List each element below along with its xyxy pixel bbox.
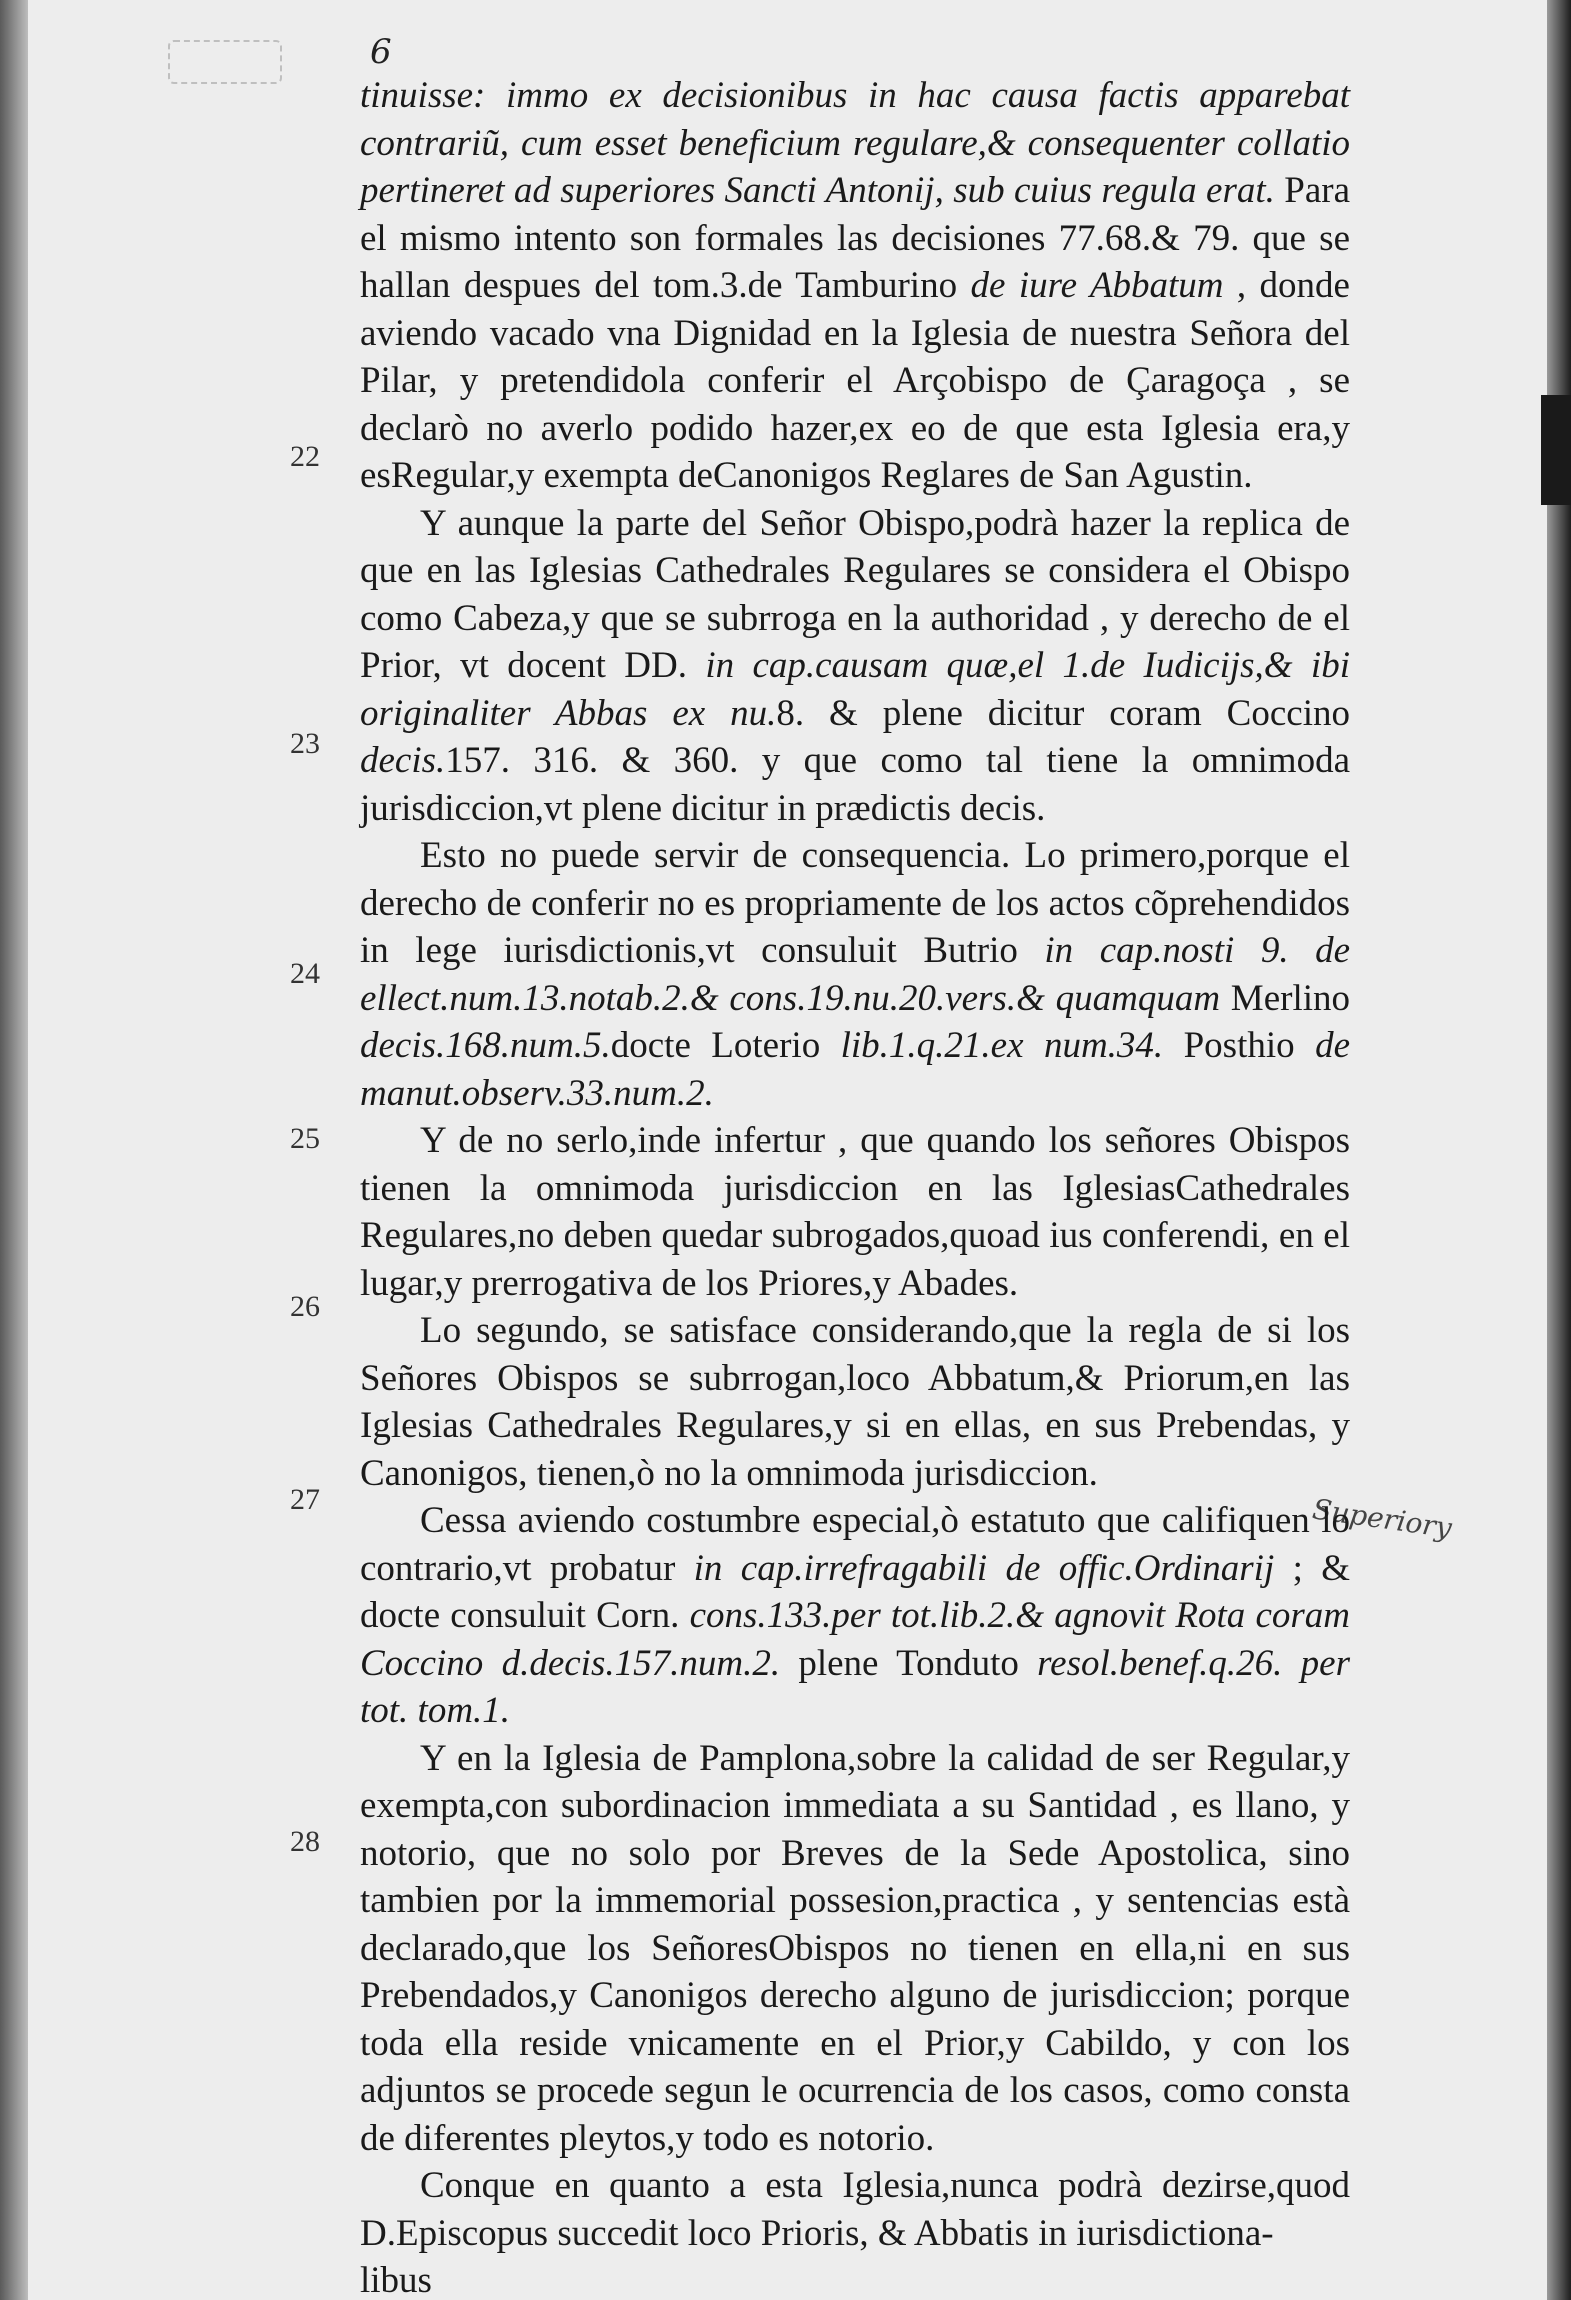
paragraph — [360, 2162, 1350, 2257]
text-run: Posthio — [1163, 1025, 1316, 1066]
latin-citation: de manut.observ.33.num.2. — [360, 1025, 1350, 1114]
paragraph — [360, 1497, 1350, 1735]
text-run: Para el mismo intento son formales las decisiones 77.68.& 79. que se hallan despues del tom.3.de Tamburino — [360, 170, 1350, 306]
paragraph — [360, 1117, 1350, 1307]
text-run: Conque en quanto a esta Iglesia,nunca podrà dezirse,quod D.Episcopus succedit loco Prioris, & Abbatis in iurisdictiona- — [360, 2165, 1350, 2254]
text-run: 8. & plene dicitur coram Coccino — [776, 692, 1350, 734]
latin-citation: lib.1.q.21.ex num.34. — [840, 1025, 1164, 1066]
text-run: , donde aviendo vacado vna Dignidad en la Iglesia de nuestra Señora del Pilar, y pretendidola conferir el Arçobispo de Çaragoça , se declarò no averlo podido hazer,ex eo de que esta Iglesia era,y esRegular,y exempta deCanonigos Reglares de San Agustin. — [360, 265, 1350, 496]
body-text — [360, 72, 1350, 2300]
latin-citation: decis.168.num.5. — [360, 1025, 611, 1066]
paragraph-number: 22 — [290, 440, 320, 473]
paragraph — [360, 832, 1350, 1117]
text-run: Merlino — [1220, 977, 1351, 1019]
text-run: Y de no serlo,inde infertur , que quando los señores Obispos tienen la omnimoda jurisdiccion en las IglesiasCathedrales Regulares,no deben quedar subrogados,quoad ius conferendi, en el lugar,y prerrogativa de los Priores,y Abades. — [360, 1120, 1350, 1304]
page-edge-tab — [1541, 395, 1571, 505]
text-run: Esto no puede servir de consequencia. Lo primero,porque el derecho de conferir no es propriamente de los actos cõprehendidos in lege iurisdictionis,vt consuluit Butrio — [360, 835, 1350, 971]
paragraph-number: 27 — [290, 1483, 320, 1516]
handwritten-margin-note: Superiory — [1310, 1492, 1454, 1545]
text-run: Cessa aviendo costumbre especial,ò estatuto que califiquen lo contrario,vt probatur — [360, 1500, 1350, 1589]
paragraph-number: 26 — [290, 1290, 320, 1323]
text-run: plene Tonduto — [780, 1642, 1038, 1684]
text-run: ; & docte consuluit Corn. — [360, 1547, 1351, 1636]
catchword: libus — [360, 2260, 432, 2300]
latin-citation: resol.benef.q.26. per tot. tom.1. — [360, 1642, 1351, 1731]
paragraph-number: 25 — [290, 1122, 320, 1155]
page-edge — [1547, 0, 1571, 2300]
text-run: Y aunque la parte del Señor Obispo,podrà hazer la replica de que en las Iglesias Cathedrales Regulares se considera el Obispo como Cabeza,y que se subrroga en la authoridad , y derecho de el Prior, vt docent DD. — [360, 502, 1350, 686]
latin-citation: cons.133.per tot.lib.2.& agnovit Rota coram Coccino d.decis.157.num.2. — [360, 1595, 1350, 1684]
latin-citation: decis. — [360, 740, 446, 781]
text-run: Y en la Iglesia de Pamplona,sobre la calidad de ser Regular,y exempta,con subordinacion immediata a su Santidad , es llano, y notorio, que no solo por Breves de la Sede Apostolica, sino tambien por la immemorial possesion,practica , y sentencias està declarado,que los SeñoresObispos no tienen en ella,ni en sus Prebendados,y Canonigos derecho alguno de jurisdiccion; porque toda ella reside vnicamente en el Prior,y Cabildo, y con los adjuntos se procede segun le ocurrencia de los casos, como consta de diferentes pleytos,y todo es notorio. — [360, 1737, 1350, 2159]
text-run: 157. 316. & 360. y que como tal tiene la omnimoda jurisdiccion,vt plene dicitur in prædictis decis. — [360, 740, 1350, 829]
paragraph — [360, 1307, 1350, 1497]
paragraph-number: 23 — [290, 727, 320, 760]
latin-citation: tinuisse: immo ex decisionibus in hac causa factis apparebat contrariũ, cum esset beneficium regulare,& consequenter collatio pertineret ad superiores Sancti Antonij, sub cuius regula erat. — [360, 75, 1350, 211]
text-run: docte Loterio — [610, 1025, 841, 1066]
latin-citation: in cap.irrefragabili de offic.Ordinarij — [693, 1547, 1275, 1589]
text-run: Lo segundo, se satisface considerando,que la regla de si los Señores Obispos se subrrogan,loco Abbatum,& Priorum,en las Iglesias Cathedrales Regulares,y si en ellas, en sus Prebendas, y Canonigos, tienen,ò no la omnimoda jurisdiccion. — [360, 1310, 1350, 1494]
page-number: 6 — [370, 32, 392, 72]
paragraph — [360, 72, 1350, 500]
paragraph — [360, 500, 1350, 833]
latin-citation: de iure Abbatum — [970, 265, 1224, 306]
faded-stamp — [168, 40, 282, 84]
paragraph-number: 24 — [290, 957, 320, 990]
paragraph — [360, 1735, 1350, 2163]
binding-shadow — [0, 0, 28, 2300]
paragraph-number: 28 — [290, 1825, 320, 1858]
latin-citation: in cap.nosti 9. de ellect.num.13.notab.2.& cons.19.nu.20.vers.& quamquam — [360, 930, 1351, 1019]
latin-citation: in cap.causam quæ,el 1.de Iudicijs,& ibi originaliter Abbas ex nu. — [360, 645, 1350, 734]
